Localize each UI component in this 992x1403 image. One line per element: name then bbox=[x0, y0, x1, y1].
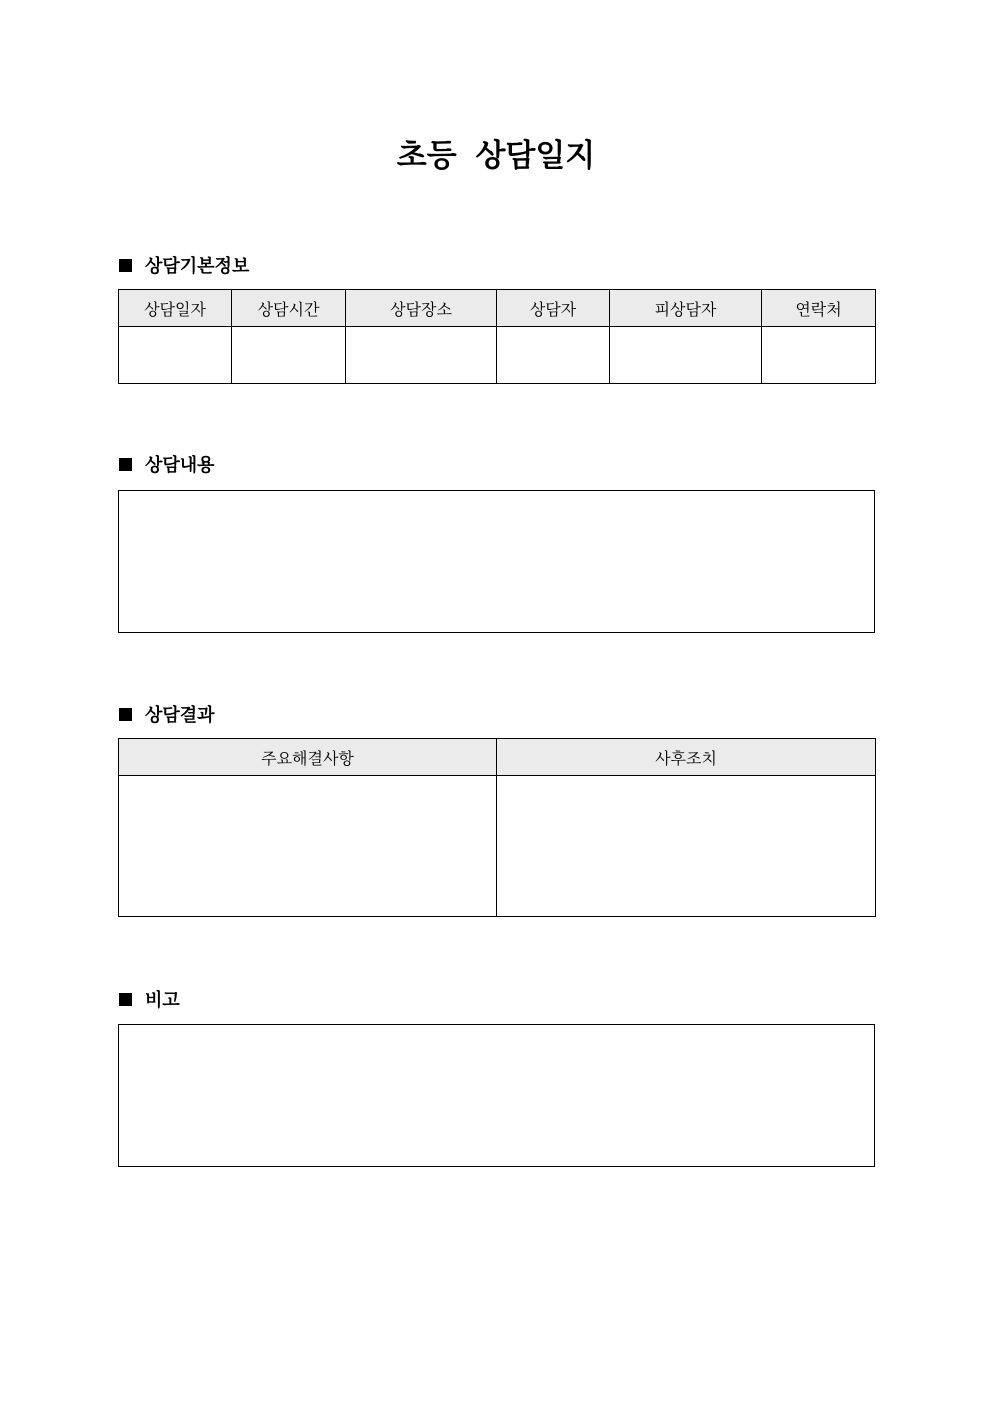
basic-info-table bbox=[118, 289, 876, 384]
section-heading-label: 상담기본정보 bbox=[145, 256, 250, 277]
remarks-field[interactable] bbox=[118, 1024, 875, 1167]
consult-date-field[interactable] bbox=[119, 327, 232, 384]
column-header-consult-place: 상담장소 bbox=[346, 290, 497, 327]
column-header-main-resolution: 주요해결사항 bbox=[119, 739, 497, 776]
document-title: 초등 상담일지 bbox=[396, 138, 596, 174]
section-heading-label: 상담내용 bbox=[145, 455, 215, 476]
table-row bbox=[119, 776, 876, 917]
consult-time-field[interactable] bbox=[232, 327, 346, 384]
section-heading-label: 비고 bbox=[145, 990, 180, 1011]
table-row bbox=[119, 327, 876, 384]
consult-content-field[interactable] bbox=[118, 490, 875, 633]
black-square-icon bbox=[119, 708, 132, 721]
table-header-row bbox=[119, 739, 876, 776]
column-header-consult-time: 상담시간 bbox=[232, 290, 346, 327]
section-heading-label: 상담결과 bbox=[145, 705, 215, 726]
column-header-follow-up: 사후조치 bbox=[497, 739, 876, 776]
column-header-counselor: 상담자 bbox=[497, 290, 610, 327]
column-header-contact: 연락처 bbox=[762, 290, 876, 327]
column-header-consult-date: 상담일자 bbox=[119, 290, 232, 327]
section-heading-basic-info bbox=[119, 253, 249, 277]
section-heading-remarks bbox=[119, 987, 180, 1011]
counselor-field[interactable] bbox=[497, 327, 610, 384]
column-header-counselee: 피상담자 bbox=[610, 290, 762, 327]
result-table bbox=[118, 738, 876, 917]
contact-field[interactable] bbox=[762, 327, 876, 384]
main-resolution-field[interactable] bbox=[119, 776, 497, 917]
black-square-icon bbox=[119, 458, 132, 471]
black-square-icon bbox=[119, 993, 132, 1006]
counselee-field[interactable] bbox=[610, 327, 762, 384]
black-square-icon bbox=[119, 259, 132, 272]
consult-place-field[interactable] bbox=[346, 327, 497, 384]
follow-up-field[interactable] bbox=[497, 776, 876, 917]
section-heading-content bbox=[119, 452, 215, 476]
section-heading-result bbox=[119, 702, 215, 726]
table-header-row bbox=[119, 290, 876, 327]
